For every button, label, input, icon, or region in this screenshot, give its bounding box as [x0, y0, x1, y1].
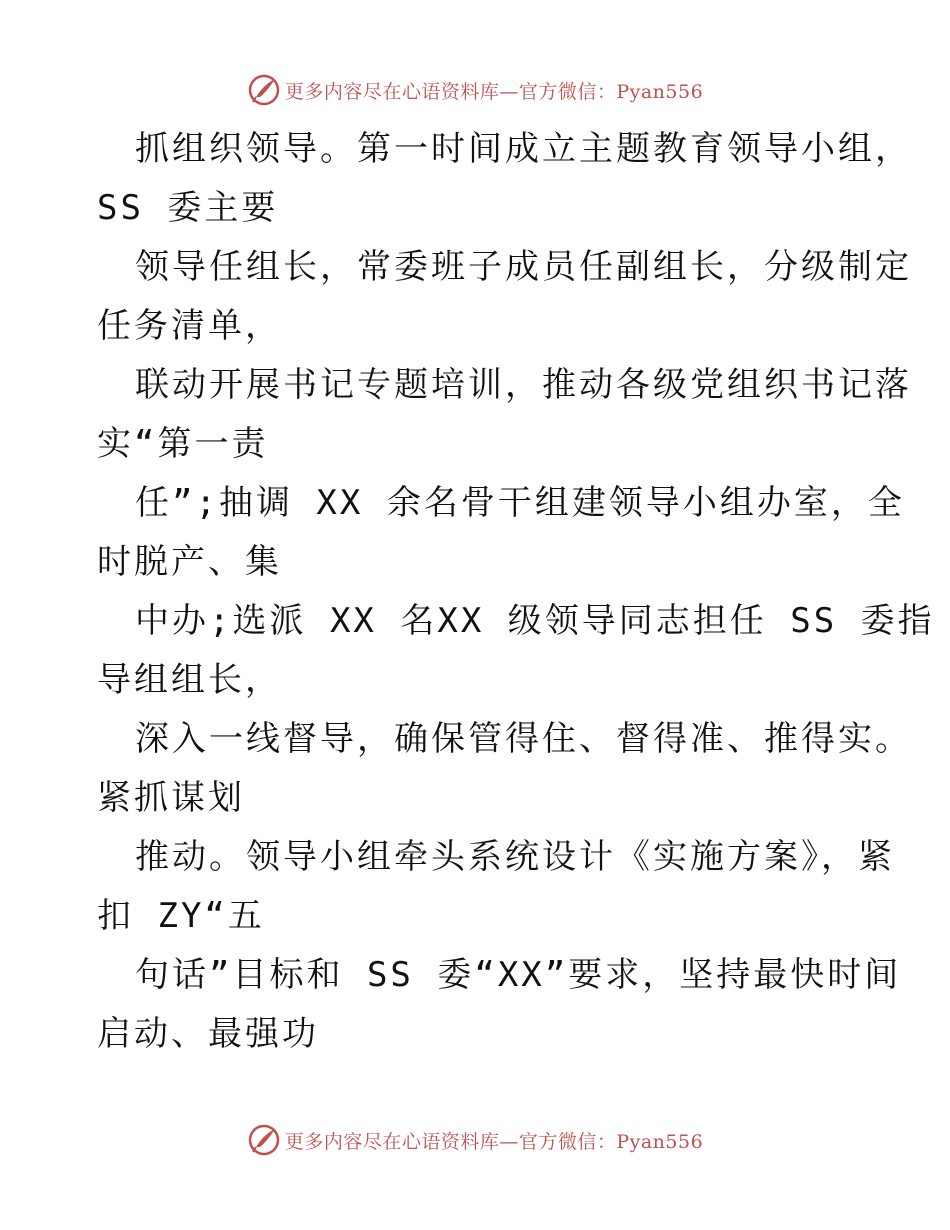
footer-banner [0, 1120, 950, 1160]
text-line: 联动开展书记专题培训，推动各级党组织书记落 [135, 365, 912, 405]
header-banner-text: 更多内容尽在心语资料库—官方微信：Pyan556 [284, 80, 704, 103]
footer-banner-text: 更多内容尽在心语资料库—官方微信：Pyan556 [284, 1130, 704, 1153]
text-line: 紧抓谋划 [97, 778, 245, 818]
text-line: 实“第一责 [97, 424, 269, 464]
text-line: 导组组长， [97, 660, 282, 700]
text-line: 中办;选派 XX 名XX 级领导同志担任 SS 委指 [135, 601, 935, 641]
text-line: 句话”目标和 SS 委“XX”要求，坚持最快时间 [135, 955, 902, 995]
quill-logo-icon [247, 1123, 281, 1157]
text-line: 任务清单， [97, 306, 282, 346]
text-line: 时脱产、集 [97, 542, 282, 582]
text-line: 扣 ZY“五 [97, 896, 265, 936]
header-banner [0, 70, 950, 110]
text-line: 领导任组长，常委班子成员任副组长，分级制定 [135, 247, 912, 287]
text-line: 深入一线督导，确保管得住、督得准、推得实。 [135, 719, 912, 759]
quill-logo-icon [247, 73, 281, 107]
text-line: 推动。领导小组牵头系统设计《实施方案》，紧 [135, 837, 895, 877]
document-body [97, 120, 935, 1064]
text-line: SS 委主要 [97, 188, 279, 228]
text-line: 启动、最强功 [97, 1014, 319, 1054]
text-line: 任”;抽调 XX 余名骨干组建领导小组办室，全 [135, 483, 905, 523]
text-line: 抓组织领导。第一时间成立主题教育领导小组， [135, 129, 912, 169]
